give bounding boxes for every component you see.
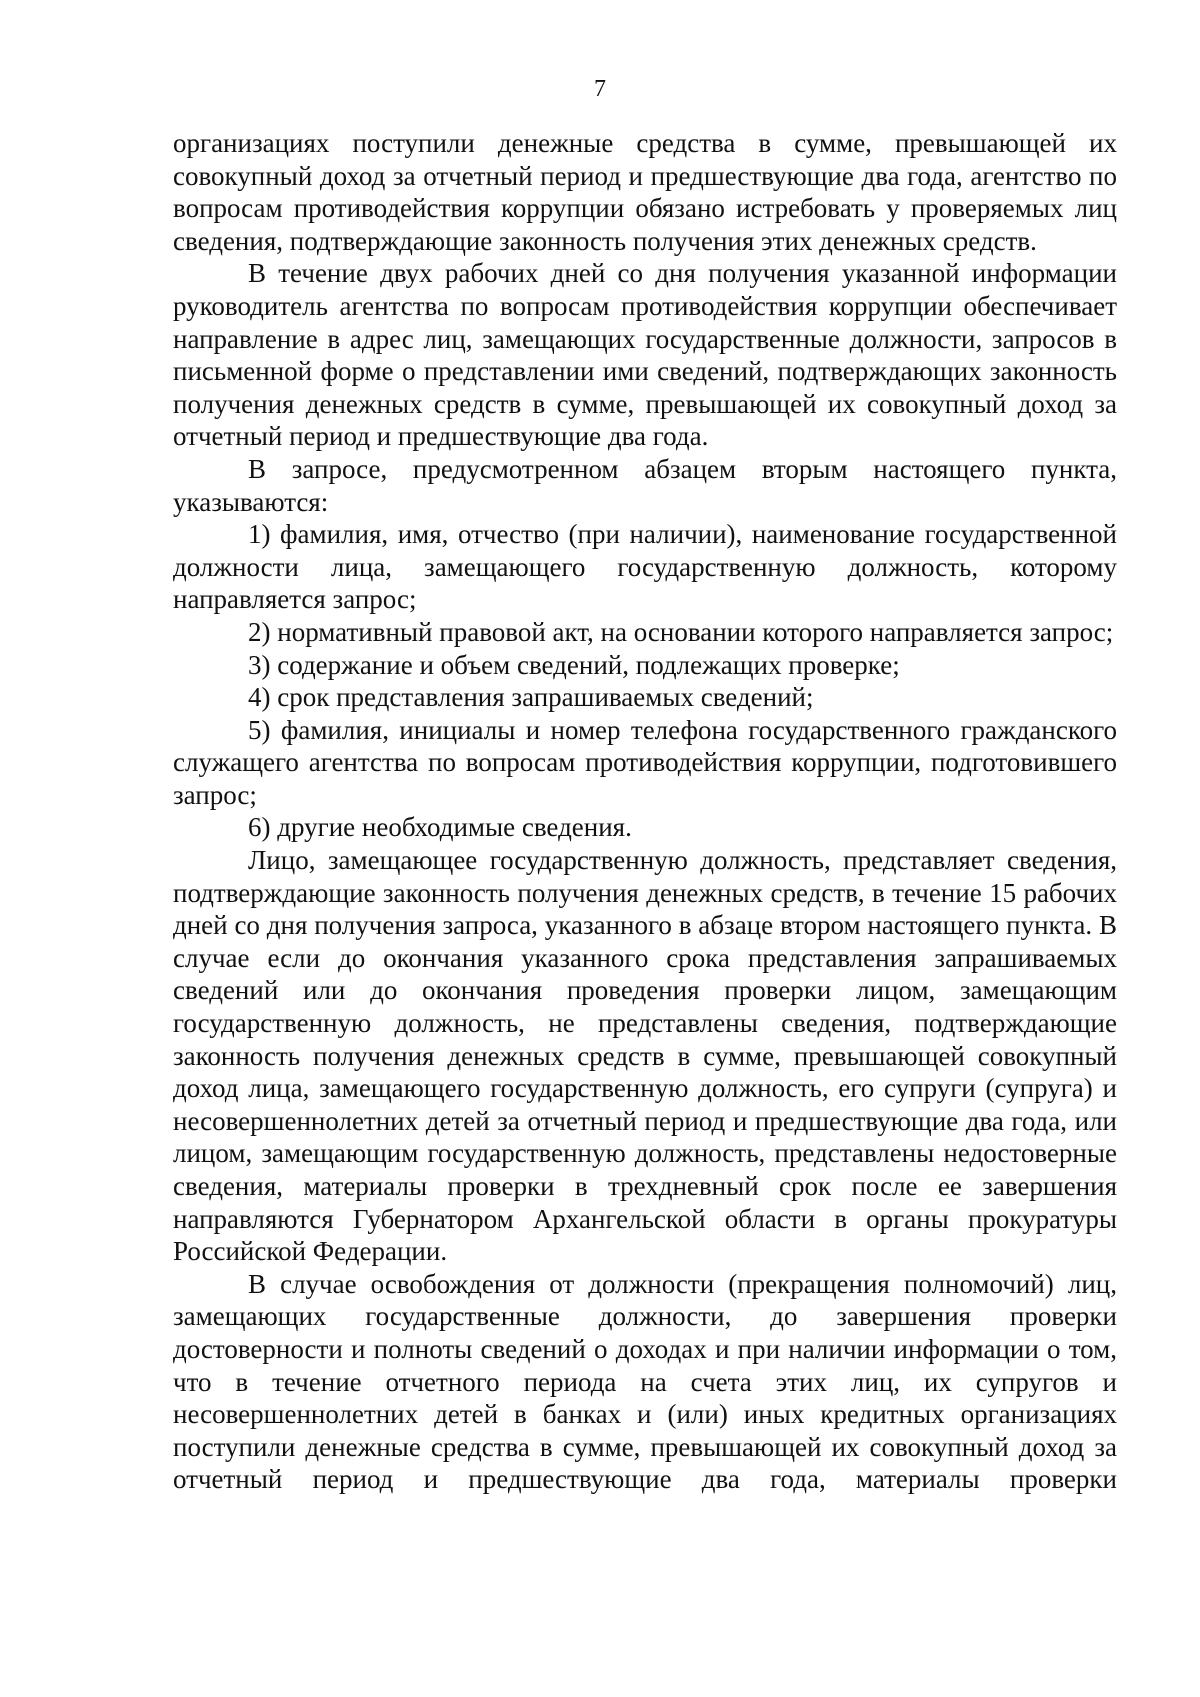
paragraph-3: В запросе, предусмотренном абзацем вторым настоящего пункта, указываются:	[173, 453, 1117, 517]
list-item-2: 2) нормативный правовой акт, на основании которого направляется запрос;	[248, 616, 1114, 647]
paragraph-5: В случае освобождения от должности (прекращения полномочий) лиц, замещающих государственные должности, до завершения проверки достоверности и полноты сведений о доходах и при наличии информации о том, что в течение отчетного периода на счета этих лиц, их супругов и несовершеннолетних детей в банках и (или) иных кредитных организациях поступили денежные средства в сумме, превышающей их совокупный доход за отчетный период и предшествующие два года, материалы проверки	[173, 1268, 1117, 1495]
paragraph-4: Лицо, замещающее государственную должность, представляет сведения, подтверждающие законность получения денежных средств, в течение 15 рабочих дней со дня получения запроса, указанного в абзаце втором настоящего пункта. В случае если до окончания указанного срока представления запрашиваемых сведений или до окончания проведения проверки лицом, замещающим государственную должность, не представлены сведения, подтверждающие законность получения денежных средств в сумме, превышающей совокупный доход лица, замещающего государственную должность, его супруги (супруга) и несовершеннолетних детей за отчетный период и предшествующие два года, или лицом, замещающим государственную должность, представлены недостоверные сведения, материалы проверки в трехдневный срок после ее завершения направляются Губернатором Архангельской области в органы прокуратуры Российской Федерации.	[173, 845, 1117, 1267]
list-item-5: 5) фамилия, инициалы и номер телефона государственного гражданского служащего агентства по вопросам противодействия коррупции, подготовившего запрос;	[173, 714, 1117, 810]
page-number: 7	[594, 76, 606, 102]
list-item-1: 1) фамилия, имя, отчество (при наличии), наименование государственной должности лица, замещающего государственную должность, которому направляется запрос;	[173, 519, 1117, 615]
list-item-6: 6) другие необходимые сведения.	[248, 812, 632, 843]
document-body	[173, 127, 1117, 1496]
list-item-4: 4) срок представления запрашиваемых сведений;	[248, 682, 814, 713]
list-item-3: 3) содержание и объем сведений, подлежащих проверке;	[248, 649, 900, 680]
paragraph-1: организациях поступили денежные средства в сумме, превышающей их совокупный доход за отчетный период и предшествующие два года, агентство по вопросам противодействия коррупции обязано истребовать у проверяемых лиц сведения, подтверждающие законность получения этих денежных средств.	[173, 128, 1117, 256]
paragraph-2: В течение двух рабочих дней со дня получения указанной информации руководитель агентства по вопросам противодействия коррупции обеспечивает направление в адрес лиц, замещающих государственные должности, запросов в письменной форме о представлении ими сведений, подтверждающих законность получения денежных средств в сумме, превышающей их совокупный доход за отчетный период и предшествующие два года.	[173, 258, 1117, 452]
